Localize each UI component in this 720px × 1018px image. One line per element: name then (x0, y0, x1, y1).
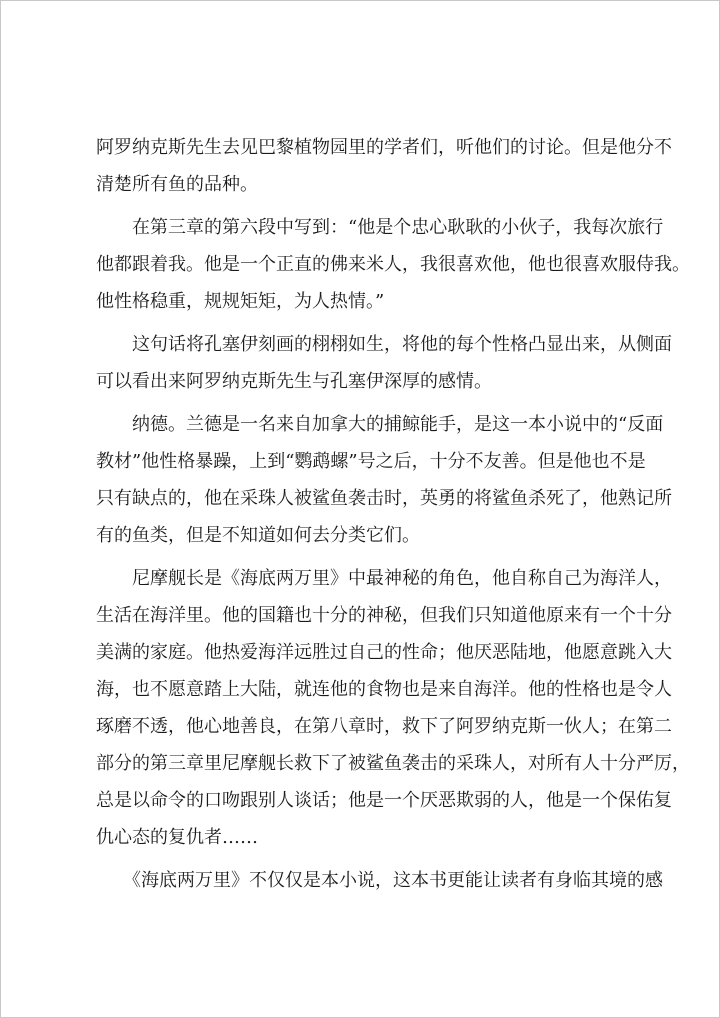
text-line: 生活在海洋里。他的国籍也十分的神秘，但我们只知道他原来有一个十分 (96, 605, 672, 626)
paragraph-6 (96, 862, 666, 899)
text-line: 尼摩舰长是《海底两万里》中最神秘的角色，他自称自己为海洋人， (96, 568, 672, 589)
paragraph-1 (96, 129, 672, 203)
text-line: 仇心态的复仇者…… (96, 827, 258, 848)
text-line: 教材”他性格暴躁，上到“鹦鹉螺”号之后，十分不友善。但是他也不是 (96, 451, 646, 472)
text-line: 在第三章的第六段中写到：“他是个忠心耿耿的小伙子，我每次旅行 (96, 217, 664, 238)
text-line: 总是以命令的口吻跟别人谈话；他是一个厌恶欺弱的人，他是一个保佑复 (96, 790, 672, 811)
text-line: 美满的家庭。他热爱海洋远胜过自己的性命；他厌恶陆地，他愿意跳入大 (96, 642, 672, 663)
text-line: 他性格稳重，规规矩矩，为人热情。” (96, 291, 385, 312)
text-line: 海，也不愿意踏上大陆，就连他的食物也是来自海洋。他的性格也是令人 (96, 679, 672, 700)
document-body (96, 129, 690, 899)
paragraph-5 (96, 560, 690, 856)
text-line: 有的鱼类，但是不知道如何去分类它们。 (96, 525, 420, 546)
paragraph-2 (96, 209, 690, 320)
text-line: 这句话将孔塞伊刻画的栩栩如生，将他的每个性格凸显出来，从侧面 (96, 334, 672, 355)
text-line: 琢磨不透，他心地善良，在第八章时，救下了阿罗纳克斯一伙人；在第二 (96, 716, 672, 737)
paragraph-3 (96, 326, 672, 400)
text-line: 纳德。兰德是一名来自加拿大的捕鲸能手，是这一本小说中的“反面 (96, 414, 664, 435)
text-line: 《海底两万里》不仅仅是本小说，这本书更能让读者有身临其境的感 (96, 870, 663, 891)
text-line: 清楚所有鱼的品种。 (96, 174, 258, 195)
text-line: 部分的第三章里尼摩舰长救下了被鲨鱼袭击的采珠人，对所有人十分严厉， (96, 753, 690, 774)
text-line: 只有缺点的，他在采珠人被鲨鱼袭击时，英勇的将鲨鱼杀死了，他熟记所 (96, 488, 672, 509)
text-line: 阿罗纳克斯先生去见巴黎植物园里的学者们，听他们的讨论。但是他分不 (96, 137, 672, 158)
text-line: 可以看出来阿罗纳克斯先生与孔塞伊深厚的感情。 (96, 371, 492, 392)
text-line: 他都跟着我。他是一个正直的佛来米人，我很喜欢他，他也很喜欢服侍我。 (96, 254, 690, 275)
paragraph-4 (96, 406, 672, 554)
